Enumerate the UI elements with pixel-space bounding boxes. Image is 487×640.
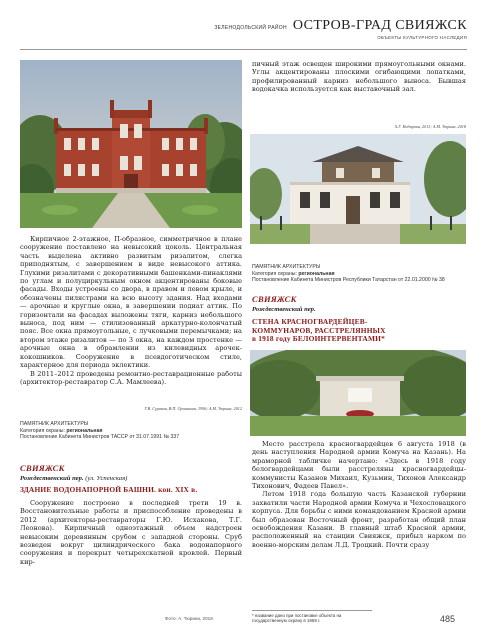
- monument-right-label: ПАМЯТНИК АРХИТЕКТУРЫ: [252, 264, 321, 270]
- entry-left-street: [20, 475, 127, 482]
- photo-memorial-wall: [250, 350, 466, 436]
- right-bottom-text: [252, 440, 466, 549]
- entry-left-place: СВИЯЖСК: [20, 463, 65, 473]
- category-label: Категория охраны:: [252, 270, 299, 277]
- street-alt: (ул. Успенская): [85, 475, 128, 482]
- monument-right-decree: Постановление Кабинета Министров Республики Татарстан от 22.01.2000 № 38: [252, 277, 445, 284]
- monument-right: [252, 264, 466, 284]
- left-paragraph-1: Кирпичное 2-этажное, П-образное, симметричное в плане сооружение поставлено на невысокий цоколь. Центральная часть выделена активно развитым ризалитом, слегка приподнятым, с завершением в виде невысокого аттика. Глухими ризалитами с декоративными башенками-пинаклями по углам и полуциркульным окном акцентированы боковые фасады. Входы устроены со двора, в правом и левом крыле, и обозначены пилястрами на всю высоту здания. Над входами — арочные и круглые окна, в завершении подиат аттик. По горизонтали на фасадах выложены тяги, карниз небольшого выноса, под ним — стилизованный аркатурно-колончатый пояс. Все окна прямоугольные, с лучковыми перемычками; на втором этаже ризалитов — по 3 окна, на каждом простенке — арочные окна в обрамлении из килевидных арочек-кокошников. Сооружение в псевдоготическом стиле, характерное для периода эклектики.: [20, 235, 242, 370]
- left-credit: Г.В. Суриков, В.П. Оршанова, 1996; А.М. Тюрина, 2012: [144, 406, 242, 411]
- right-paragraph-1: Место расстрела красногвардейцев 6 августа 1918 (в день наступления Народной армии Комуча на Казань). На мраморной табличке начертано: «Здесь в 1918 году белогвардейцами были расстреляны красногвардейцы-коммунисты Казанов Михаил, Кузьмин, Тихонов Александр Тихонович, Фадеев Павел».: [252, 440, 466, 491]
- photo-brick-building: [20, 60, 242, 228]
- monument-left-category: [20, 428, 242, 435]
- photo-credit: Фото: А. Тюрина, 2018: [165, 616, 213, 621]
- entry-right-place: СВИЯЖСК: [252, 294, 297, 304]
- monument-left-label: ПАМЯТНИК АРХИТЕКТУРЫ: [20, 421, 89, 427]
- street-name: Рождественский пер.: [20, 475, 84, 482]
- entry-right-street: Рождественский пер.: [252, 306, 316, 313]
- footnote: * название дано при постановке объекта на государственную охрану в 1959 г.: [252, 613, 342, 624]
- header-district: ЗЕЛЕНОДОЛЬСКИЙ РАЙОН: [214, 25, 287, 31]
- header-title: ОСТРОВ-ГРАД СВИЯЖСК: [292, 18, 467, 33]
- page-header: [214, 18, 467, 40]
- entry-right-title: [252, 318, 466, 344]
- entry-left-title: ЗДАНИЕ ВОДОНАПОРНОЙ БАШНИ. кон. XIX в.: [20, 485, 198, 494]
- category-value: региональная: [298, 270, 335, 277]
- left-bottom-text: [20, 499, 242, 566]
- category-label: Категория охраны:: [20, 427, 67, 434]
- monument-left: [20, 421, 242, 441]
- monument-left-decree: Постановление Кабинета Министров ТАССР от 31.07.1991 № 337: [20, 434, 180, 441]
- left-main-text: [20, 235, 242, 386]
- entry-right-title-line-3: в 1918 году БЕЛОИНТЕРВЕНТАМИ*: [252, 334, 385, 344]
- page-number: 485: [440, 614, 456, 624]
- right-paragraph-2: Летом 1918 года большую часть Казанской губернии захватили части Народной армии Комуча и Чехословацкого корпуса. Для борьбы с ними командованием Красной армии был образован Восточный фронт, разработан общий план освобождения Казани. В главный штаб Красной армии, расположенный на станции Свияжск, прибыл нарком по военно-морским делам Л.Д. Троцкий. Почти сразу: [252, 490, 466, 549]
- top-right-paragraph: пичный этаж освещен широкими прямоугольными окнами. Углы акцентированы плоскими огибающими лопатками, профилированный карниз небольшого выноса. Бывшая водокачка используется как выставочный зал.: [252, 60, 466, 94]
- entry-right-title-line-1: СТЕНА КРАСНОГВАРДЕЙЦЕВ-: [252, 317, 368, 326]
- photo-water-tower: [250, 134, 466, 244]
- top-right-credit: Х.Г. Надирова, 2013; А.М. Тюрина, 2018: [394, 124, 466, 129]
- footnote-rule: [252, 610, 372, 611]
- entry-right-title-line-2: КОММУНАРОВ, РАССТРЕЛЯННЫХ: [252, 325, 386, 335]
- header-subtitle: ОБЪЕКТЫ КУЛЬТУРНОГО НАСЛЕДИЯ: [377, 35, 467, 40]
- category-value: региональная: [66, 427, 103, 434]
- left-paragraph-2: В 2011–2012 проведены ремонтно-реставрационные работы (архитектор-реставратор С.А. Мамлеева).: [20, 369, 242, 386]
- monument-right-category: [252, 271, 466, 278]
- left-bottom-paragraph: Сооружение построено в последней трети 19 в. Восстановительные работы и приспособление проведены в 2012 (архитекторы-реставраторы Г.Ю. Исхакова, Т.Г. Леонова). Кирпичный одноэтажный объем надстроен невысоким деревянным срубом с западной стороны. Сруб возведен вокруг цилиндрического бака водонапорного сооружения и перекрыт четырехскатной кровлей. Первый кир-: [20, 499, 242, 566]
- header-rule: [20, 49, 467, 50]
- top-right-text: [252, 60, 466, 94]
